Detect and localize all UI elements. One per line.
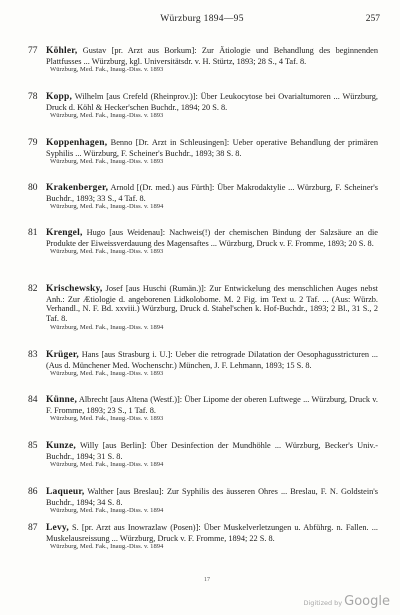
page-header — [24, 14, 380, 28]
bibliography-entry — [28, 487, 378, 516]
author-name: Kopp, — [46, 92, 73, 102]
bibliography-entry — [28, 523, 378, 552]
publication-note: Würzburg, Med. Fak., Inaug.-Diss. v. 1893 — [50, 158, 164, 166]
entry-text: Benno [Dr. Arzt in Schleusingen]: Ueber operative Behandlung der primären Syphilis ... Würzburg, F. Scheiner's Buchdr., 1893; 38 S. 8. — [46, 138, 378, 158]
entry-text: S. [pr. Arzt aus Inowrazlaw (Posen)]: Über Muskelverletzungen u. Abführg. n. Fallen. ... Muskelausreissung ... Würzburg, Druck v. F. Fromme, 1894; 22 S. 8. — [46, 523, 378, 543]
entry-body — [46, 228, 378, 248]
publication-note: Würzburg, Med. Fak., Inaug.-Diss. v. 1894 — [50, 507, 164, 515]
entry-text: Arnold [(Dr. med.) aus Fürth]: Über Makrodaktylie ... Würzburg, F. Scheiner's Buchdr., 1893; 33 S., 4 Taf. 8. — [46, 183, 378, 203]
entry-body — [46, 284, 378, 324]
bibliography-entry — [28, 284, 378, 332]
entry-number: 87 — [28, 523, 38, 533]
author-name: Levy, — [46, 523, 69, 533]
running-title: Würzburg 1894—95 — [160, 14, 244, 24]
entry-number: 77 — [28, 46, 38, 56]
author-name: Köhler, — [46, 46, 78, 56]
author-name: Koppenhagen, — [46, 138, 108, 148]
author-name: Krüger, — [46, 350, 79, 360]
entry-body — [46, 138, 378, 158]
bibliography-entry — [28, 228, 378, 257]
entry-text: Hugo [aus Weidenau]: Nachweis(!) der chemischen Bindung der Salzsäure an die Produkte der Eiweissverdauung des Magensaftes ... Würzburg, Druck v. F. Fromme, 1893; 20 S. 8. — [46, 228, 378, 248]
bibliography-entry — [28, 46, 378, 75]
entry-body — [46, 350, 378, 370]
bibliography-entry — [28, 395, 378, 424]
publication-note: Würzburg, Med. Fak., Inaug.-Diss. v. 1893 — [50, 248, 164, 256]
entry-number: 84 — [28, 395, 38, 405]
entry-number: 83 — [28, 350, 38, 360]
author-name: Krengel, — [46, 228, 83, 238]
publication-note: Würzburg, Med. Fak., Inaug.-Diss. v. 1893 — [50, 415, 164, 423]
entry-body — [46, 46, 378, 66]
entry-number: 79 — [28, 138, 38, 148]
author-name: Krischewsky, — [46, 284, 103, 294]
entry-body — [46, 487, 378, 507]
entry-text: Josef [aus Huschi (Rumän.)]: Zur Entwickelung des menschlichen Auges nebst Anh.: Zur Ætiologie d. angeborenen Lidkolobome. M. 2 Fig. im Text u. 2 Taf. ... (Aus: Würzb. Verhandl., N. F. Bd. xxviii.) Würzburg, Druck d. Stahel'schen k. Hof-Buchdr., 1893; 2 Bl., 31 S., 2 Taf. 8. — [46, 284, 378, 324]
entry-text: Albrecht [aus Altena (Westf.)]: Über Lipome der oberen Luftwege ... Würzburg, Druck v. F. Fromme, 1893; 23 S., 1 Taf. 8. — [46, 395, 378, 415]
entry-number: 85 — [28, 441, 38, 451]
entry-text: Hans [aus Strasburg i. U.]: Ueber die retrograde Dilatation der Oesophagusstricturen ... (Aus d. Münchener Med. Wochenschr.) München, J. F. Lehmann, 1893; 15 S. 8. — [46, 350, 378, 370]
bibliography-entry — [28, 92, 378, 121]
signature-mark: 17 — [204, 577, 210, 583]
entry-text: Willy [aus Berlin]: Über Desinfection der Mundhöhle ... Würzburg, Becker's Univ.-Buchdr., 1894; 31 S. 8. — [46, 441, 378, 461]
entry-number: 81 — [28, 228, 38, 238]
entry-body — [46, 183, 378, 203]
entry-text: Walther [aus Breslau]: Zur Syphilis des äusseren Ohres ... Breslau, F. N. Goldstein's Buchdr., 1894; 34 S. 8. — [46, 487, 378, 507]
google-logo: Google — [344, 594, 390, 609]
bibliography-entry — [28, 138, 378, 167]
entry-body — [46, 92, 378, 112]
entry-text: Wilhelm [aus Crefeld (Rheinprov.)]: Über Leukocytose bei Ovarialtumoren ... Würzburg, Druck d. Köhl & Hecker'schen Buchdr., 1894; 20 S. 8. — [46, 92, 378, 112]
publication-note: Würzburg, Med. Fak., Inaug.-Diss. v. 1893 — [50, 66, 164, 74]
digitizer-watermark — [303, 590, 390, 609]
publication-note: Würzburg, Med. Fak., Inaug.-Diss. v. 1894 — [50, 203, 164, 211]
watermark-prefix: Digitized by — [303, 599, 343, 607]
bibliography-entry — [28, 183, 378, 212]
entry-number: 86 — [28, 487, 38, 497]
bibliography-entry — [28, 441, 378, 470]
publication-note: Würzburg, Med. Fak., Inaug.-Diss. v. 1893 — [50, 370, 164, 378]
entry-body — [46, 441, 378, 461]
author-name: Krakenberger, — [46, 183, 109, 193]
publication-note: Würzburg, Med. Fak., Inaug.-Diss. v. 1894 — [50, 323, 164, 331]
entry-number: 82 — [28, 284, 38, 294]
entry-number: 80 — [28, 183, 38, 193]
entry-body — [46, 523, 378, 543]
entry-number: 78 — [28, 92, 38, 102]
author-name: Künne, — [46, 395, 78, 405]
page-number: 257 — [365, 14, 380, 24]
entry-body — [46, 395, 378, 415]
bibliography-entry — [28, 350, 378, 379]
author-name: Laqueur, — [46, 487, 85, 497]
publication-note: Würzburg, Med. Fak., Inaug.-Diss. v. 1894 — [50, 543, 164, 551]
author-name: Kunze, — [46, 441, 76, 451]
publication-note: Würzburg, Med. Fak., Inaug.-Diss. v. 1894 — [50, 461, 164, 469]
publication-note: Würzburg, Med. Fak., Inaug.-Diss. v. 1893 — [50, 112, 164, 120]
entry-text: Gustav [pr. Arzt aus Borkum]: Zur Ätiologie und Behandlung des beginnenden Plattfusses ... Würzburg, kgl. Universitätsdr. v. H. Stürtz, 1893; 28 S., 4 Taf. 8. — [46, 46, 378, 66]
